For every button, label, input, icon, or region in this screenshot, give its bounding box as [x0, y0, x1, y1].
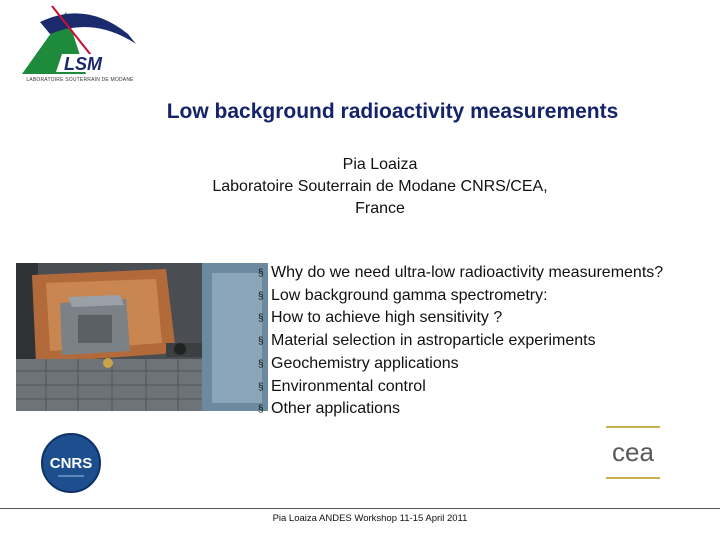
detector-photo	[16, 263, 268, 411]
bullet-icon: §	[258, 268, 264, 279]
svg-text:LSM: LSM	[64, 54, 102, 74]
footer-divider	[0, 508, 720, 509]
svg-text:CNRS: CNRS	[49, 455, 93, 472]
list-item: § Other applications	[258, 398, 663, 421]
list-item: § How to achieve high sensitivity ?	[258, 307, 663, 330]
slide-title: Low background radioactivity measurements	[166, 100, 619, 123]
lsm-logo-caption: LABORATOIRE SOUTERRAIN DE MODANE	[26, 77, 134, 83]
author-affiliation: Laboratoire Souterrain de Modane CNRS/CEA,	[212, 178, 548, 195]
svg-text:cea: cea	[612, 437, 654, 467]
topic-list	[258, 262, 663, 421]
list-item: § Geochemistry applications	[258, 353, 663, 376]
bullet-icon: §	[258, 336, 264, 348]
lsm-logo	[16, 4, 144, 88]
author-block	[0, 154, 720, 220]
bullet-icon: §	[258, 381, 264, 393]
list-item: § Material selection in astroparticle experiments	[258, 330, 663, 353]
bullet-icon: §	[258, 404, 264, 416]
list-item: § Environmental control	[258, 376, 663, 399]
author-country: France	[355, 200, 405, 217]
bullet-icon: §	[258, 290, 264, 302]
bullet-icon: §	[258, 313, 264, 325]
list-item: § Why do we need ultra-low radioactivity measurements?	[258, 262, 663, 285]
bullet-icon: §	[258, 358, 264, 370]
list-item: § Low background gamma spectrometry:	[258, 285, 663, 308]
author-name: Pia Loaiza	[342, 156, 418, 173]
footer-text: Pia Loaiza ANDES Workshop 11-15 April 2011	[272, 513, 468, 524]
cnrs-logo	[40, 432, 102, 494]
cea-logo	[604, 425, 662, 481]
